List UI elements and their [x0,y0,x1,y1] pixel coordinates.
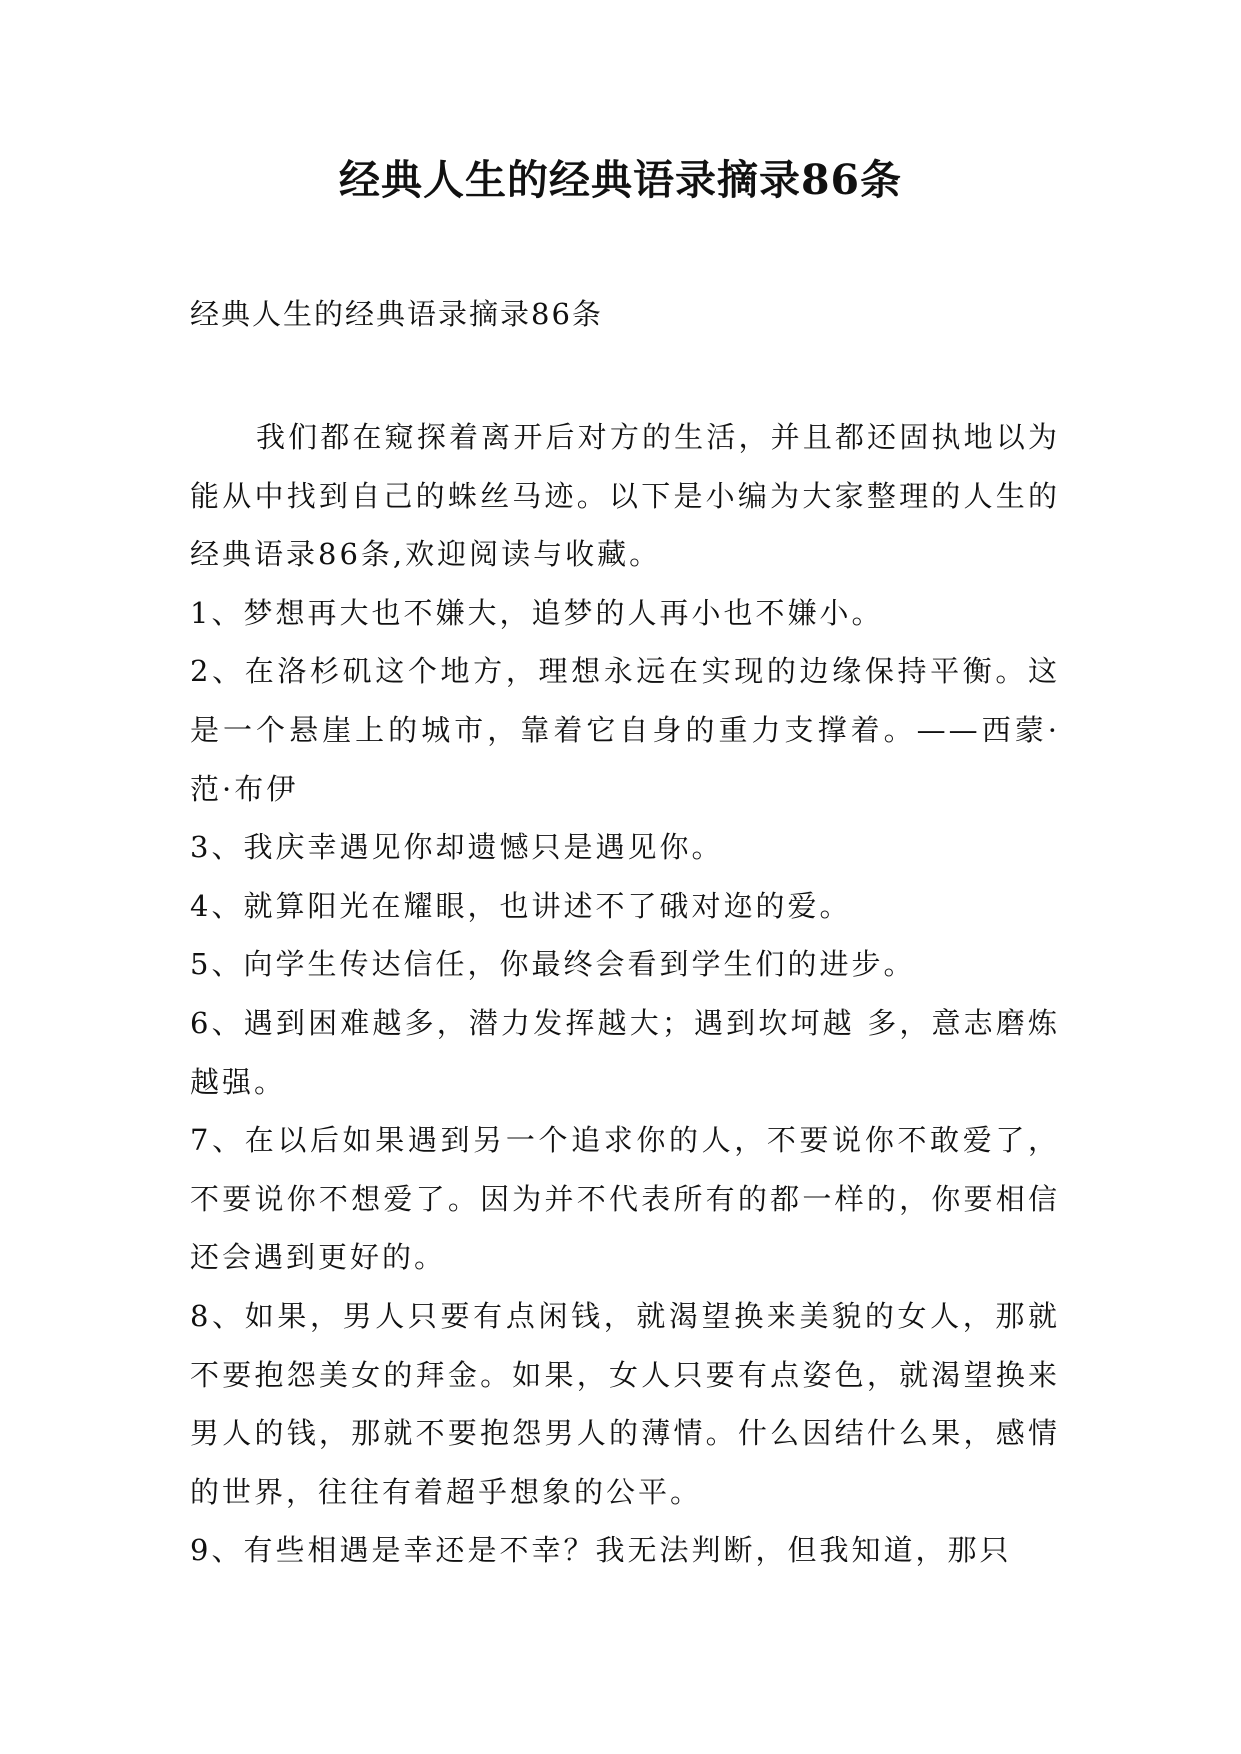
quote-item-1: 1、梦想再大也不嫌大，追梦的人再小也不嫌小。 [190,595,884,630]
quote-item-7: 7、在以后如果遇到另一个追求你的人，不要说你不敢爱了，不要说你不想爱了。因为并不代表所有的都一样的，你要相信还会遇到更好的。 [190,1123,1060,1275]
quote-item-4: 4、就算阳光在耀眼，也讲述不了硪对迩的爱。 [190,888,852,923]
quote-item-8: 8、如果，男人只要有点闲钱，就渴望换来美貌的女人，那就不要抱怨美女的拜金。如果，女人只要有点姿色，就渴望换来男人的钱，那就不要抱怨男人的薄情。什么因结什么果，感情的世界，往往有着超乎想象的公平。 [190,1298,1060,1509]
document-subtitle: 经典人生的经典语录摘录86条 [190,297,603,331]
document-body [190,408,1060,1580]
intro-paragraph: 我们都在窥探着离开后对方的生活，并且都还固执地以为能从中找到自己的蛛丝马迹。以下是小编为大家整理的人生的经典语录86条,欢迎阅读与收藏。 [190,420,1060,572]
quote-item-2: 2、在洛杉矶这个地方，理想永远在实现的边缘保持平衡。这是一个悬崖上的城市，靠着它自身的重力支撑着。——西蒙·范·布伊 [190,654,1060,806]
quote-item-6: 6、遇到困难越多，潜力发挥越大；遇到坎坷越 多，意志磨炼越强。 [190,1005,1060,1099]
document-title: 经典人生的经典语录摘录86条 [338,156,903,204]
quote-item-9: 9、有些相遇是幸还是不幸？我无法判断，但我知道，那只 [190,1533,1012,1568]
quote-item-5: 5、向学生传达信任，你最终会看到学生们的进步。 [190,947,916,982]
quote-item-3: 3、我庆幸遇见你却遗憾只是遇见你。 [190,830,724,865]
